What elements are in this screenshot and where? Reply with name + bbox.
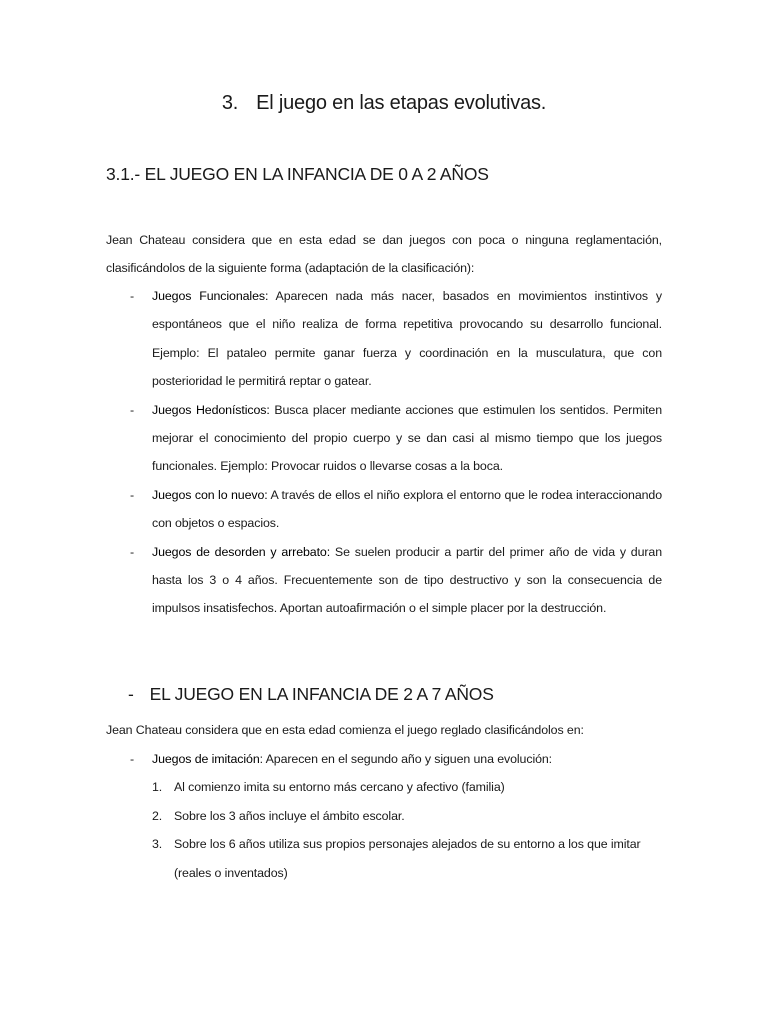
heading-dash: - [128,684,134,704]
bullet-text: Aparecen nada más nacer, basados en movimientos instintivos y espontáneos que el niño realiza de forma repetitiva provocando su desarrollo funcional. Ejemplo: El pataleo permite ganar fuerza y coordinación en la musculatura, que con posterioridad le permitirá reptar o gatear. [152,289,662,389]
step-text: Al comienzo imita su entorno más cercano y afectivo (familia) [174,780,505,795]
list-item [106,282,662,396]
title-number: 3. [221,92,239,114]
bullet-text: Busca placer mediante acciones que estimulen los sentidos. Permiten mejorar el conocimiento del propio cuerpo y se dan casi al mismo tiempo que los juegos funcionales. Ejemplo: Provocar ruidos o llevarse cosas a la boca. [152,402,662,474]
step-number: 1. [152,780,163,795]
list-item [106,481,662,538]
list-item [106,396,662,481]
list-item [106,745,662,887]
bullet-dash: - [130,752,135,766]
imitation-list [106,745,662,887]
evolution-steps [152,773,662,887]
section-heading-0-2: 3.1.- EL JUEGO EN LA INFANCIA DE 0 A 2 AÑOS [106,164,489,184]
list-item [106,538,662,623]
page-title [0,92,768,115]
bullet-text: : Aparecen en el segundo año y siguen una evolución: [259,752,553,766]
list-item [152,802,662,830]
bullet-dash: - [130,544,135,559]
bullet-dash: - [130,289,135,303]
bullet-term: Juegos de desorden y arrebato: [152,544,331,559]
step-number: 2. [152,808,163,823]
bullet-dash: - [130,402,135,417]
bullet-text: A través de ellos el niño explora el entorno que le rodea interaccionando con objetos o espacios. [152,487,662,531]
title-text: El juego en las etapas evolutivas. [256,92,547,114]
bullet-term: Juegos Funcionales: [152,289,269,303]
section2-intro: Jean Chateau considera que en esta edad comienza el juego reglado clasificándolos en: [106,723,584,737]
step-text: Sobre los 6 años utiliza sus propios personajes alejados de su entorno a los que imitar (reales o inventados) [174,837,641,880]
bullet-term: Juegos de imitación [152,752,260,766]
section-heading-2-7 [106,684,494,705]
bullet-text: Se suelen producir a partir del primer año de vida y duran hasta los 3 o 4 años. Frecuentemente son de tipo destructivo y son la consecuencia de impulsos insatisfechos. Aportan autoafirmación o el simple placer por la destrucción. [152,544,663,616]
bullet-term: Juegos con lo nuevo: [152,487,268,502]
heading-text: EL JUEGO EN LA INFANCIA DE 2 A 7 AÑOS [149,684,494,704]
section1-intro: Jean Chateau considera que en esta edad se dan juegos con poca o ninguna reglamentación, clasificándolos de la siguiente forma (adaptación de la clasificación): [106,233,662,276]
list-item [152,830,662,887]
bullet-term: Juegos Hedonísticos: [152,402,270,417]
step-text: Sobre los 3 años incluye el ámbito escolar. [174,808,405,823]
list-item [152,773,662,801]
step-number: 3. [152,837,163,852]
play-types-list [106,282,662,623]
bullet-dash: - [130,487,135,502]
